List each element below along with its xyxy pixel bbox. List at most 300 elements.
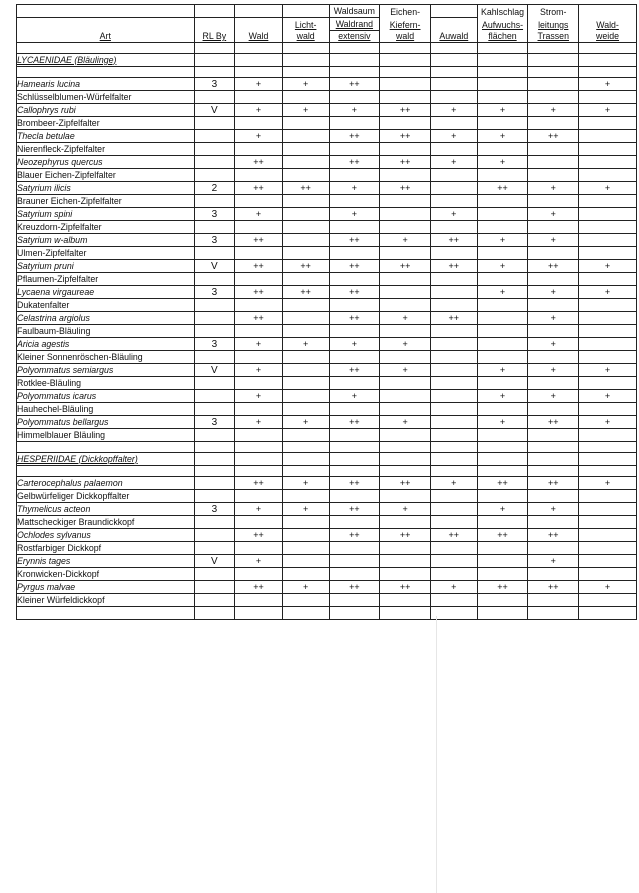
empty-cell <box>194 221 235 234</box>
empty-cell <box>430 54 477 67</box>
habitat-rating: + <box>282 338 329 351</box>
habitat-rating <box>329 555 380 568</box>
empty-cell <box>194 453 235 466</box>
empty-cell <box>194 568 235 581</box>
spacer-row <box>17 466 637 477</box>
habitat-rating: + <box>380 503 431 516</box>
habitat-rating: ++ <box>329 234 380 247</box>
empty-cell <box>282 442 329 453</box>
habitat-rating <box>579 156 637 169</box>
empty-cell <box>282 607 329 620</box>
habitat-rating: + <box>235 364 283 377</box>
species-row <box>17 156 637 169</box>
species-scientific-name: Polyommatus icarus <box>17 390 195 403</box>
empty-cell <box>528 607 579 620</box>
habitat-rating: + <box>579 477 637 490</box>
empty-cell <box>194 490 235 503</box>
empty-cell <box>380 442 431 453</box>
habitat-rating: + <box>235 416 283 429</box>
empty-cell <box>477 325 528 338</box>
empty-cell <box>477 607 528 620</box>
habitat-rating: + <box>380 416 431 429</box>
empty-cell <box>528 169 579 182</box>
habitat-rating: ++ <box>329 364 380 377</box>
empty-cell <box>282 67 329 78</box>
species-row <box>17 78 637 91</box>
habitat-rating: ++ <box>235 286 283 299</box>
empty-cell <box>380 594 431 607</box>
empty-cell <box>235 273 283 286</box>
habitat-rating: ++ <box>528 260 579 273</box>
habitat-rating: + <box>477 416 528 429</box>
empty-cell <box>282 247 329 260</box>
table-header <box>17 5 637 43</box>
empty-cell <box>430 594 477 607</box>
empty-cell <box>380 429 431 442</box>
empty-cell <box>477 117 528 130</box>
habitat-rating <box>579 338 637 351</box>
species-common-row <box>17 490 637 503</box>
empty-cell <box>380 91 431 104</box>
habitat-rating: ++ <box>235 234 283 247</box>
habitat-rating: + <box>579 104 637 117</box>
habitat-rating: + <box>235 503 283 516</box>
empty-cell <box>17 67 195 78</box>
empty-cell <box>430 516 477 529</box>
empty-cell <box>528 594 579 607</box>
empty-cell <box>380 542 431 555</box>
header-strom-3: Trassen <box>537 31 569 41</box>
habitat-rating <box>282 555 329 568</box>
species-scientific-name: Satyrium pruni <box>17 260 195 273</box>
habitat-rating: + <box>579 581 637 594</box>
habitat-rating <box>282 130 329 143</box>
empty-cell <box>477 195 528 208</box>
habitat-rating: ++ <box>235 182 283 195</box>
empty-cell <box>282 490 329 503</box>
empty-cell <box>579 221 637 234</box>
empty-cell <box>380 67 431 78</box>
species-common-row <box>17 247 637 260</box>
empty-cell <box>380 377 431 390</box>
empty-cell <box>579 43 637 54</box>
habitat-rating <box>430 364 477 377</box>
habitat-rating: ++ <box>477 182 528 195</box>
empty-cell <box>528 195 579 208</box>
empty-cell <box>329 43 380 54</box>
empty-cell <box>430 117 477 130</box>
habitat-rating <box>579 529 637 542</box>
habitat-rating <box>282 208 329 221</box>
species-common-name: Rostfarbiger Dickkopf <box>17 542 195 555</box>
habitat-rating: ++ <box>282 182 329 195</box>
habitat-rating: + <box>235 390 283 403</box>
spacer-row <box>17 43 637 54</box>
empty-cell <box>282 429 329 442</box>
empty-cell <box>329 325 380 338</box>
empty-cell <box>430 607 477 620</box>
header-kahlschlag-3: flächen <box>488 31 517 41</box>
empty-cell <box>477 221 528 234</box>
empty-cell <box>579 490 637 503</box>
habitat-rating: + <box>579 286 637 299</box>
species-common-row <box>17 568 637 581</box>
empty-cell <box>380 143 431 156</box>
empty-cell <box>579 542 637 555</box>
header-kiefernwald-1: Eichen- <box>380 5 431 18</box>
habitat-rating: + <box>282 477 329 490</box>
empty-cell <box>282 466 329 477</box>
habitat-rating: + <box>430 156 477 169</box>
header-waldweide-2: weide <box>596 31 620 41</box>
empty-cell <box>194 607 235 620</box>
empty-cell <box>477 351 528 364</box>
habitat-rating <box>430 182 477 195</box>
empty-cell <box>430 403 477 416</box>
habitat-rating: ++ <box>380 529 431 542</box>
family-row <box>17 453 637 466</box>
empty-cell <box>194 117 235 130</box>
empty-cell <box>579 273 637 286</box>
habitat-rating: + <box>380 312 431 325</box>
empty-cell <box>430 377 477 390</box>
habitat-rating: ++ <box>477 477 528 490</box>
habitat-rating: + <box>477 234 528 247</box>
habitat-rating: + <box>235 78 283 91</box>
habitat-rating: ++ <box>282 260 329 273</box>
habitat-rating: + <box>329 208 380 221</box>
habitat-rating <box>380 208 431 221</box>
empty-cell <box>235 195 283 208</box>
empty-cell <box>528 247 579 260</box>
empty-cell <box>194 247 235 260</box>
habitat-rating: + <box>430 130 477 143</box>
empty-cell <box>528 403 579 416</box>
empty-cell <box>477 542 528 555</box>
empty-cell <box>235 594 283 607</box>
empty-cell <box>235 429 283 442</box>
empty-cell <box>235 43 283 54</box>
empty-cell <box>528 221 579 234</box>
red-list-status: 3 <box>194 338 235 351</box>
habitat-rating <box>430 503 477 516</box>
red-list-status: V <box>194 104 235 117</box>
empty-cell <box>430 453 477 466</box>
header-waldsaum-2: Waldrand <box>335 19 374 29</box>
empty-cell <box>329 351 380 364</box>
empty-cell <box>477 91 528 104</box>
species-common-name: Kronwicken-Dickkopf <box>17 568 195 581</box>
empty-cell <box>477 54 528 67</box>
habitat-rating: ++ <box>329 477 380 490</box>
species-row <box>17 182 637 195</box>
red-list-status: 3 <box>194 286 235 299</box>
header-strom-1: Strom- <box>528 5 579 18</box>
habitat-rating: ++ <box>329 416 380 429</box>
empty-cell <box>235 54 283 67</box>
species-row <box>17 581 637 594</box>
empty-cell <box>235 453 283 466</box>
habitat-rating: + <box>579 390 637 403</box>
habitat-rating: ++ <box>235 312 283 325</box>
empty-cell <box>194 442 235 453</box>
species-common-name: Brauner Eichen-Zipfelfalter <box>17 195 195 208</box>
habitat-rating: + <box>282 581 329 594</box>
empty-cell <box>579 299 637 312</box>
empty-cell <box>380 247 431 260</box>
empty-cell <box>477 516 528 529</box>
empty-cell <box>528 325 579 338</box>
empty-cell <box>194 466 235 477</box>
empty-cell <box>194 325 235 338</box>
empty-cell <box>380 403 431 416</box>
habitat-rating <box>380 390 431 403</box>
species-common-row <box>17 221 637 234</box>
empty-cell <box>282 195 329 208</box>
empty-cell <box>235 607 283 620</box>
empty-cell <box>430 67 477 78</box>
header-waldsaum-3: extensiv <box>338 31 371 41</box>
empty-cell <box>329 377 380 390</box>
habitat-rating <box>282 312 329 325</box>
red-list-status: 3 <box>194 503 235 516</box>
habitat-rating: ++ <box>380 182 431 195</box>
species-common-row <box>17 117 637 130</box>
empty-cell <box>194 54 235 67</box>
species-common-row <box>17 169 637 182</box>
species-scientific-name: Polyommatus bellargus <box>17 416 195 429</box>
empty-cell <box>282 351 329 364</box>
empty-cell <box>282 54 329 67</box>
empty-cell <box>194 542 235 555</box>
empty-cell <box>579 195 637 208</box>
empty-cell <box>579 325 637 338</box>
habitat-rating: + <box>528 338 579 351</box>
species-common-name: Mattscheckiger Braundickkopf <box>17 516 195 529</box>
habitat-rating <box>579 130 637 143</box>
empty-cell <box>579 351 637 364</box>
empty-cell <box>329 542 380 555</box>
species-common-name: Schlüsselblumen-Würfelfalter <box>17 91 195 104</box>
habitat-rating: ++ <box>430 260 477 273</box>
red-list-status: V <box>194 364 235 377</box>
empty-cell <box>430 351 477 364</box>
empty-cell <box>235 143 283 156</box>
empty-cell <box>282 594 329 607</box>
empty-cell <box>380 299 431 312</box>
species-scientific-name: Polyommatus semiargus <box>17 364 195 377</box>
species-scientific-name: Satyrium spini <box>17 208 195 221</box>
empty-cell <box>194 299 235 312</box>
habitat-rating <box>579 234 637 247</box>
red-list-status: 3 <box>194 416 235 429</box>
empty-cell <box>380 54 431 67</box>
species-common-name: Blauer Eichen-Zipfelfalter <box>17 169 195 182</box>
empty-cell <box>579 143 637 156</box>
habitat-rating: + <box>235 104 283 117</box>
empty-cell <box>477 466 528 477</box>
empty-cell <box>430 273 477 286</box>
empty-cell <box>477 453 528 466</box>
habitat-rating: ++ <box>329 78 380 91</box>
habitat-rating <box>477 312 528 325</box>
species-row <box>17 312 637 325</box>
empty-cell <box>235 351 283 364</box>
header-kahlschlag-1: Kahlschlag <box>477 5 528 18</box>
empty-cell <box>430 568 477 581</box>
empty-cell <box>235 377 283 390</box>
species-row <box>17 286 637 299</box>
empty-cell <box>329 54 380 67</box>
species-scientific-name: Neozephyrus quercus <box>17 156 195 169</box>
species-common-row <box>17 377 637 390</box>
empty-cell <box>380 607 431 620</box>
species-common-row <box>17 143 637 156</box>
empty-cell <box>329 221 380 234</box>
empty-cell <box>17 43 195 54</box>
habitat-rating: ++ <box>329 156 380 169</box>
empty-cell <box>194 91 235 104</box>
habitat-rating: + <box>235 130 283 143</box>
species-row <box>17 503 637 516</box>
habitat-rating: ++ <box>528 581 579 594</box>
empty-cell <box>329 516 380 529</box>
habitat-rating <box>579 312 637 325</box>
habitat-rating: ++ <box>477 581 528 594</box>
habitat-rating <box>579 208 637 221</box>
species-common-row <box>17 195 637 208</box>
empty-cell <box>579 247 637 260</box>
empty-cell <box>282 453 329 466</box>
habitat-rating: + <box>282 78 329 91</box>
species-scientific-name: Pyrgus malvae <box>17 581 195 594</box>
habitat-rating <box>477 555 528 568</box>
habitat-rating: ++ <box>380 130 431 143</box>
species-scientific-name: Erynnis tages <box>17 555 195 568</box>
habitat-rating <box>380 555 431 568</box>
species-scientific-name: Satyrium w-album <box>17 234 195 247</box>
empty-cell <box>329 568 380 581</box>
habitat-rating: ++ <box>235 529 283 542</box>
habitat-rating: + <box>528 104 579 117</box>
empty-cell <box>380 516 431 529</box>
red-list-status: 3 <box>194 208 235 221</box>
empty-cell <box>235 403 283 416</box>
species-common-row <box>17 273 637 286</box>
habitat-rating <box>477 338 528 351</box>
empty-cell <box>282 117 329 130</box>
empty-cell <box>282 143 329 156</box>
empty-cell <box>380 221 431 234</box>
empty-cell <box>528 429 579 442</box>
empty-cell <box>235 466 283 477</box>
empty-cell <box>477 429 528 442</box>
empty-cell <box>528 54 579 67</box>
habitat-rating: + <box>430 477 477 490</box>
header-wald: Wald <box>248 31 269 41</box>
header-strom-2: leitungs <box>538 19 569 30</box>
empty-cell <box>528 299 579 312</box>
spacer-row <box>17 67 637 78</box>
empty-cell <box>430 490 477 503</box>
species-row <box>17 130 637 143</box>
empty-cell <box>528 516 579 529</box>
habitat-rating <box>430 286 477 299</box>
empty-cell <box>579 516 637 529</box>
habitat-rating: ++ <box>329 581 380 594</box>
species-common-name: Faulbaum-Bläuling <box>17 325 195 338</box>
species-scientific-name: Lycaena virgaureae <box>17 286 195 299</box>
empty-cell <box>477 43 528 54</box>
empty-cell <box>528 91 579 104</box>
habitat-rating: + <box>579 260 637 273</box>
habitat-rating <box>282 364 329 377</box>
empty-cell <box>235 169 283 182</box>
empty-cell <box>282 299 329 312</box>
species-common-name: Kreuzdorn-Zipfelfalter <box>17 221 195 234</box>
empty-cell <box>329 466 380 477</box>
empty-cell <box>430 299 477 312</box>
species-common-row <box>17 351 637 364</box>
red-list-status: 2 <box>194 182 235 195</box>
habitat-rating: + <box>528 286 579 299</box>
empty-cell <box>329 143 380 156</box>
empty-cell <box>430 43 477 54</box>
habitat-rating: + <box>579 78 637 91</box>
habitat-rating: ++ <box>380 477 431 490</box>
habitat-rating <box>282 390 329 403</box>
empty-cell <box>430 195 477 208</box>
empty-cell <box>194 377 235 390</box>
empty-cell <box>194 594 235 607</box>
empty-cell <box>235 221 283 234</box>
empty-cell <box>579 429 637 442</box>
empty-cell <box>329 490 380 503</box>
empty-cell <box>528 442 579 453</box>
habitat-rating: ++ <box>380 260 431 273</box>
empty-cell <box>380 43 431 54</box>
species-common-name: Brombeer-Zipfelfalter <box>17 117 195 130</box>
family-name: HESPERIIDAE (Dickkopffalter) <box>17 453 195 466</box>
empty-cell <box>235 299 283 312</box>
empty-cell <box>17 466 195 477</box>
header-rl: RL By <box>202 31 227 41</box>
habitat-rating: ++ <box>235 581 283 594</box>
species-row <box>17 338 637 351</box>
empty-cell <box>477 403 528 416</box>
empty-cell <box>528 542 579 555</box>
empty-cell <box>579 594 637 607</box>
empty-cell <box>579 67 637 78</box>
species-row <box>17 364 637 377</box>
header-kiefernwald-2: Kiefern- <box>389 19 421 30</box>
species-common-row <box>17 594 637 607</box>
habitat-rating: + <box>477 260 528 273</box>
habitat-rating: ++ <box>329 130 380 143</box>
species-scientific-name: Thecla betulae <box>17 130 195 143</box>
habitat-rating: + <box>329 104 380 117</box>
empty-cell <box>329 195 380 208</box>
empty-cell <box>477 67 528 78</box>
habitat-rating: ++ <box>380 156 431 169</box>
empty-cell <box>528 117 579 130</box>
habitat-rating: + <box>430 208 477 221</box>
empty-cell <box>430 247 477 260</box>
habitat-rating: + <box>282 104 329 117</box>
empty-cell <box>235 325 283 338</box>
species-common-row <box>17 403 637 416</box>
habitat-rating <box>430 416 477 429</box>
